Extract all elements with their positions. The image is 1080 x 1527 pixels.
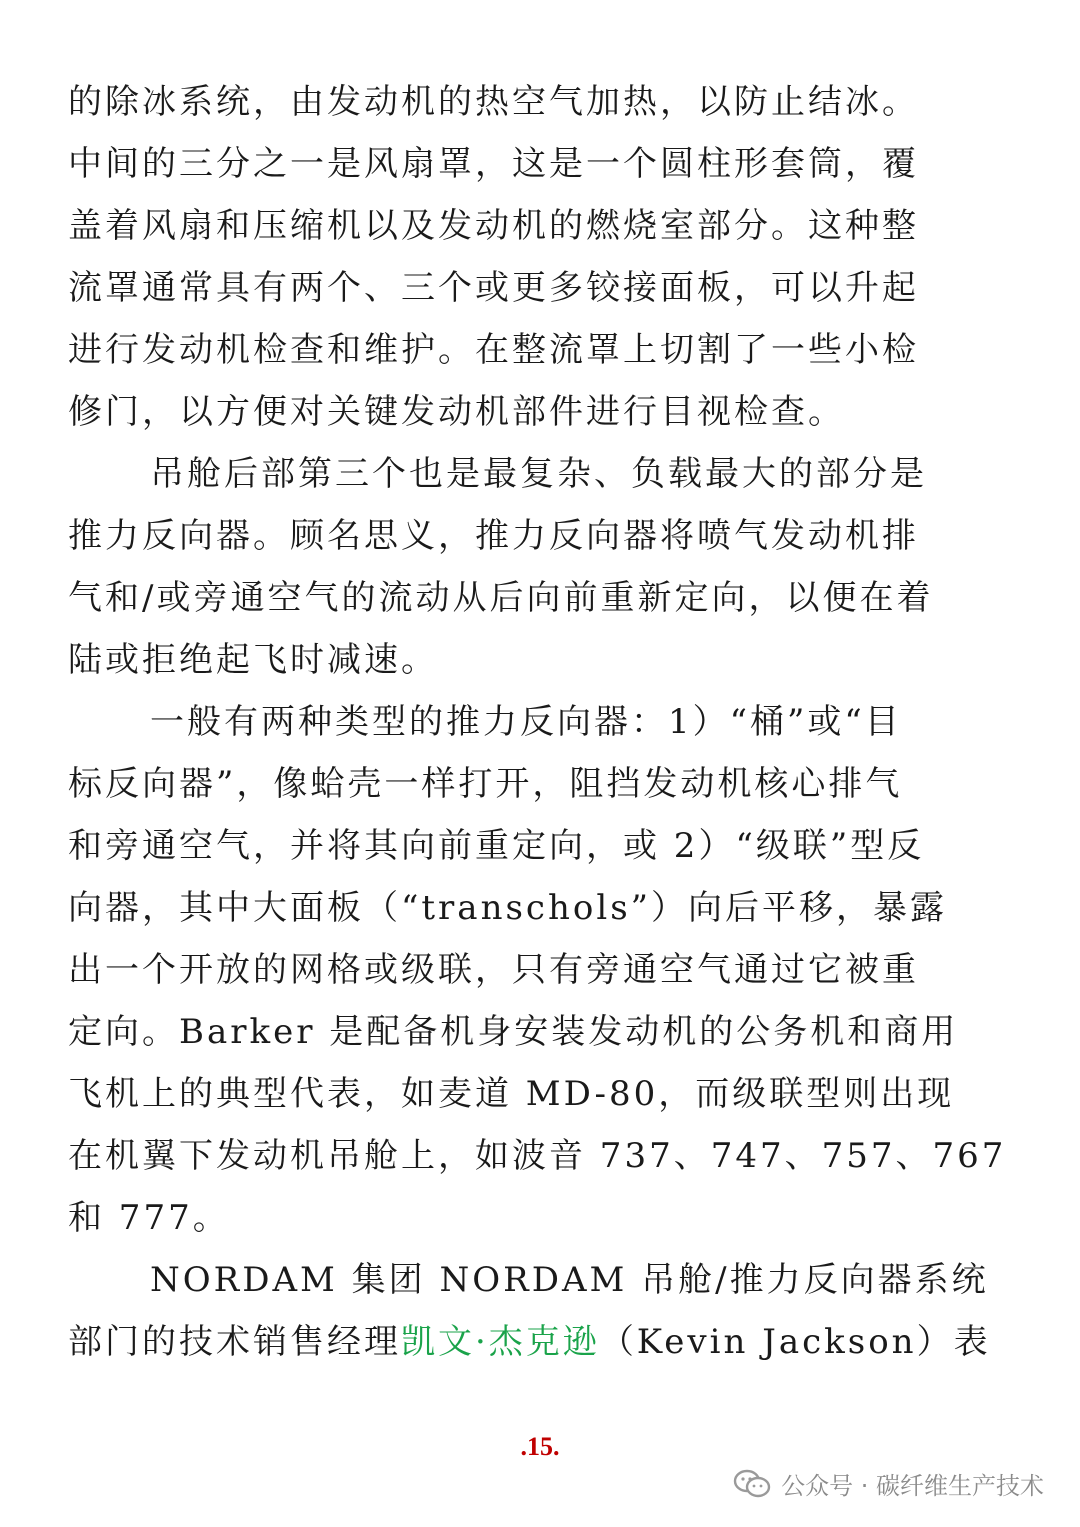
text-line-last bbox=[68, 1322, 991, 1362]
watermark bbox=[733, 1466, 1044, 1501]
text-line: 陆或拒绝起飞时减速。 bbox=[68, 640, 438, 680]
text-line: 向器，其中大面板（“transchols”）向后平移，暴露 bbox=[68, 888, 948, 928]
text-segment: 部门的技术销售经理 bbox=[68, 1322, 401, 1362]
text-line: 推力反向器。顾名思义，推力反向器将喷气发动机排 bbox=[68, 516, 919, 556]
text-line: 的除冰系统，由发动机的热空气加热，以防止结冰。 bbox=[68, 82, 919, 122]
text-line: 盖着风扇和压缩机以及发动机的燃烧室部分。这种整 bbox=[68, 206, 919, 246]
text-line: 进行发动机检查和维护。在整流罩上切割了一些小检 bbox=[68, 330, 919, 370]
text-line: 定向。Barker 是配备机身安装发动机的公务机和商用 bbox=[68, 1012, 959, 1052]
person-name-link[interactable]: 凯文·杰克逊 bbox=[401, 1322, 600, 1362]
text-line: 飞机上的典型代表，如麦道 MD-80，而级联型则出现 bbox=[68, 1074, 955, 1114]
wechat-icon bbox=[733, 1469, 771, 1499]
text-segment: （Kevin Jackson）表 bbox=[599, 1322, 991, 1362]
text-line: 流罩通常具有两个、三个或更多铰接面板，可以升起 bbox=[68, 268, 919, 308]
text-line: 和旁通空气，并将其向前重定向，或 2）“级联”型反 bbox=[68, 826, 925, 866]
page-number: .15. bbox=[520, 1432, 560, 1461]
text-line: 在机翼下发动机吊舱上，如波音 737、747、757、767 bbox=[68, 1136, 1007, 1176]
text-line: 中间的三分之一是风扇罩，这是一个圆柱形套筒，覆 bbox=[68, 144, 919, 184]
text-line: 和 777。 bbox=[68, 1198, 230, 1238]
watermark-text: 公众号 · 碳纤维生产技术 bbox=[781, 1472, 1044, 1500]
text-line: 吊舱后部第三个也是最复杂、负载最大的部分是 bbox=[150, 454, 927, 494]
text-line: 一般有两种类型的推力反向器：1）“桶”或“目 bbox=[150, 702, 902, 742]
text-line: 出一个开放的网格或级联，只有旁通空气通过它被重 bbox=[68, 950, 919, 990]
text-line: 标反向器”，像蛤壳一样打开，阻挡发动机核心排气 bbox=[68, 764, 903, 804]
text-line: NORDAM 集团 NORDAM 吊舱/推力反向器系统 bbox=[150, 1260, 989, 1300]
text-line: 气和/或旁通空气的流动从后向前重新定向，以便在着 bbox=[68, 578, 934, 618]
text-line: 修门，以方便对关键发动机部件进行目视检查。 bbox=[68, 392, 845, 432]
